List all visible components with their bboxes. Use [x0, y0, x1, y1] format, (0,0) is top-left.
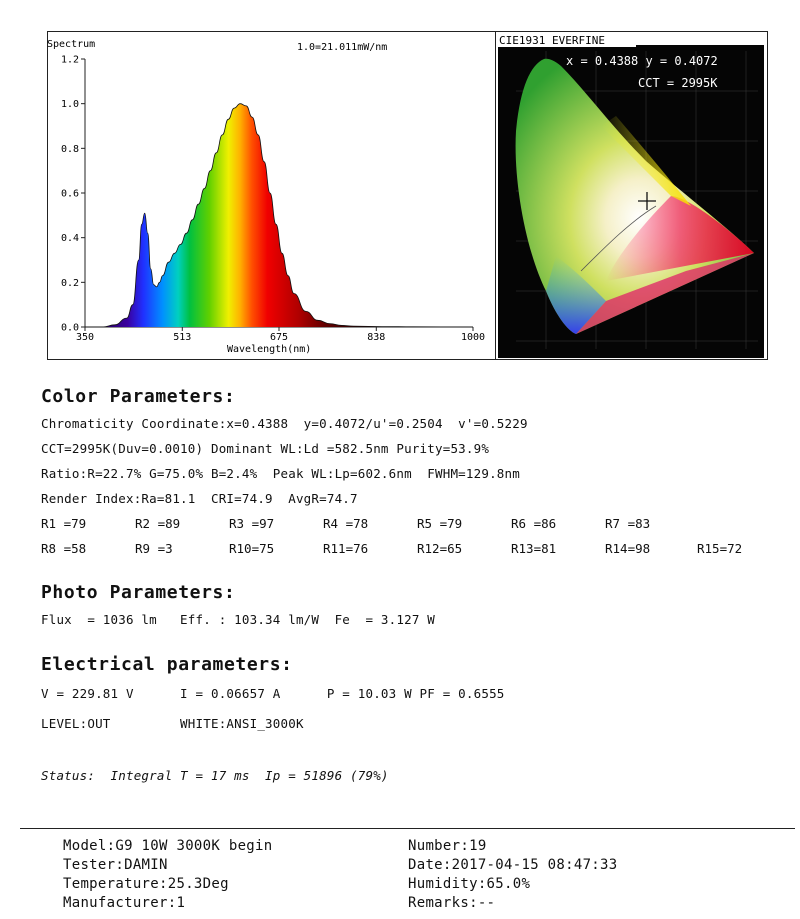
footer-manufacturer: Manufacturer:1 [63, 895, 186, 911]
r-value: R8 =58 [41, 541, 87, 556]
photo-params-heading: Photo Parameters: [41, 582, 236, 603]
x-tick-label: 838 [367, 332, 386, 343]
flux-line: Flux = 1036 lm Eff. : 103.34 lm/W Fe = 3.127 W [41, 612, 436, 627]
r-value: R3 =97 [229, 516, 275, 531]
r-value: R2 =89 [135, 516, 181, 531]
r-value: R12=65 [417, 541, 463, 556]
r-value: R11=76 [323, 541, 369, 556]
r-value: R7 =83 [605, 516, 651, 531]
footer-temperature: Temperature:25.3Deg [63, 876, 229, 892]
y-tick-label: 1.2 [60, 54, 79, 66]
footer-rule [20, 828, 795, 829]
status-line: Status: Integral T = 17 ms Ip = 51896 (79%) [41, 768, 389, 783]
x-tick-label: 1000 [460, 332, 486, 343]
ratio-line: Ratio:R=22.7% G=75.0% B=2.4% Peak WL:Lp=602.6nm FWHM=129.8nm [41, 466, 520, 481]
footer-model: Model:G9 10W 3000K begin [63, 838, 273, 854]
cie-xy: x = 0.4388 y = 0.4072 [566, 54, 718, 68]
cie-cct: CCT = 2995K [638, 76, 718, 90]
y-tick-label: 0.2 [60, 277, 79, 289]
y-tick-label: 0.8 [60, 143, 79, 155]
x-axis-label: Wavelength(nm) [227, 344, 312, 355]
r-value: R6 =86 [511, 516, 557, 531]
r-value: R4 =78 [323, 516, 369, 531]
x-tick-label: 350 [75, 332, 95, 343]
render-index-line: Render Index:Ra=81.1 CRI=74.9 AvgR=74.7 [41, 491, 358, 506]
r-value: R9 =3 [135, 541, 173, 556]
electrical-params-heading: Electrical parameters: [41, 654, 293, 675]
r-value: R10=75 [229, 541, 275, 556]
cie-title: CIE1931 EVERFINE [499, 34, 605, 47]
footer-number: Number:19 [408, 838, 487, 854]
y-tick-label: 1.0 [60, 99, 79, 111]
voltage-line: V = 229.81 V I = 0.06657 A P = 10.03 W PF = 0.6555 [41, 686, 505, 701]
x-tick-label: 513 [173, 332, 192, 343]
footer-tester: Tester:DAMIN [63, 857, 168, 873]
y-tick-label: 0.6 [60, 188, 79, 200]
cie-diagram [496, 31, 766, 358]
level-line: LEVEL:OUT WHITE:ANSI_3000K [41, 716, 304, 731]
y-tick-label: 0.0 [60, 322, 79, 334]
footer-humidity: Humidity:65.0% [408, 876, 531, 892]
cct-line: CCT=2995K(Duv=0.0010) Dominant WL:Ld =582.5nm Purity=53.9% [41, 441, 490, 456]
r-value: R5 =79 [417, 516, 463, 531]
chromaticity-line: Chromaticity Coordinate:x=0.4388 y=0.4072/u'=0.2504 v'=0.5229 [41, 416, 528, 431]
scale-note: 1.0=21.011mW/nm [297, 42, 388, 53]
r-value: R1 =79 [41, 516, 87, 531]
x-tick-label: 675 [269, 332, 289, 343]
y-tick-label: 0.4 [60, 233, 79, 245]
footer-remarks: Remarks:-- [408, 895, 496, 911]
r-value: R15=72 [697, 541, 743, 556]
footer-date: Date:2017-04-15 08:47:33 [408, 857, 618, 873]
r-value: R14=98 [605, 541, 651, 556]
spectrum-fill [85, 104, 473, 327]
r-value: R13=81 [511, 541, 557, 556]
spectrum-title: Spectrum [47, 39, 96, 50]
color-params-heading: Color Parameters: [41, 386, 236, 407]
spectrum-chart [47, 31, 496, 358]
